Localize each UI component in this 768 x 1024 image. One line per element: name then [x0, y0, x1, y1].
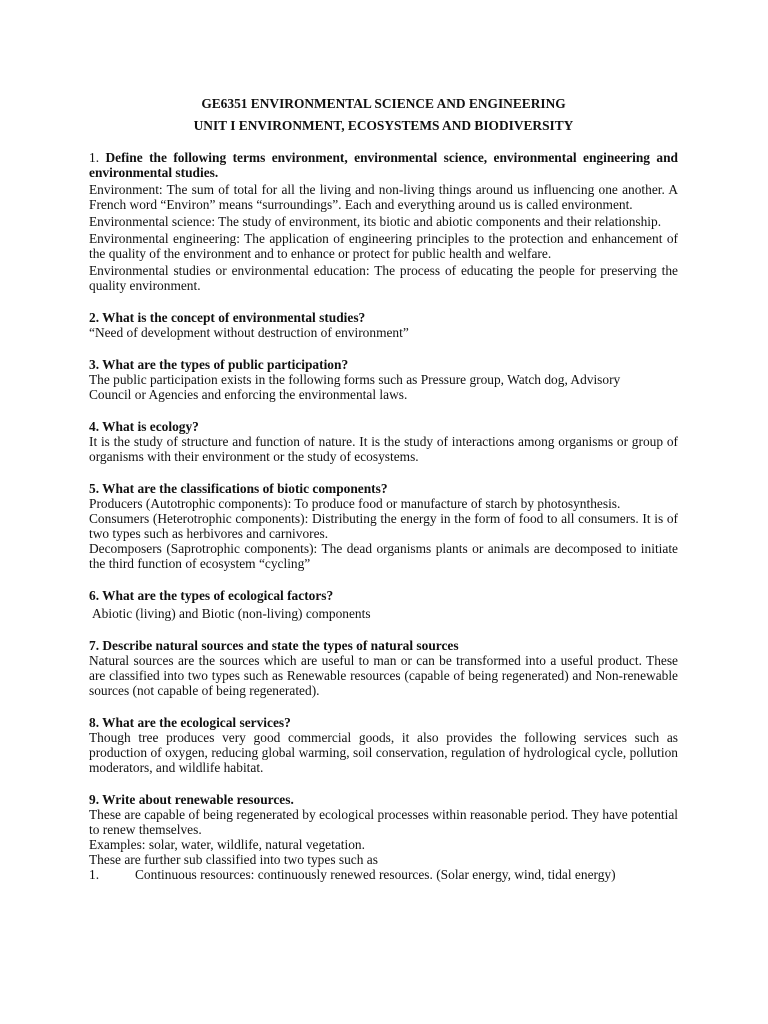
question-3-title: 3. What are the types of public participation? — [89, 357, 349, 372]
question-7-title: 7. Describe natural sources and state the types of natural sources — [89, 638, 459, 653]
answer-paragraph: Examples: solar, water, wildlife, natural vegetation. — [89, 837, 365, 852]
question-1-number: 1. — [89, 150, 100, 165]
question-4 — [89, 419, 678, 464]
list-item-number: 1. — [89, 867, 100, 882]
answer-paragraph: Consumers (Heterotrophic components): Distributing the energy in the form of food to all consumers. It is of two types such as herbivores and carnivores. — [89, 511, 678, 541]
answer-paragraph: Though tree produces very good commercial goods, it also provides the following services such as production of oxygen, reducing global warming, soil conservation, regulation of hydrological cycle, pollution moderators, and wildlife habitat. — [89, 730, 678, 775]
question-1-heading — [89, 150, 678, 180]
answer-paragraph: Decomposers (Saprotrophic components): The dead organisms plants or animals are decomposed to initiate the third function of ecosystem “cycling” — [89, 541, 678, 571]
unit-title: UNIT I ENVIRONMENT, ECOSYSTEMS AND BIODIVERSITY — [193, 118, 574, 133]
question-6 — [89, 588, 678, 621]
question-9-title: 9. Write about renewable resources. — [89, 792, 294, 807]
question-4-title: 4. What is ecology? — [89, 419, 199, 434]
answer-paragraph: The public participation exists in the following forms such as Pressure group, Watch dog, Advisory Council or Agencies and enforcing the environmental laws. — [89, 372, 621, 402]
question-1 — [89, 150, 678, 293]
question-6-title: 6. What are the types of ecological factors? — [89, 588, 334, 603]
question-8-title: 8. What are the ecological services? — [89, 715, 291, 730]
answer-paragraph: Natural sources are the sources which are useful to man or can be transformed into a useful product. These are classified into two types such as Renewable resources (capable of being regenerated) and Non-renewable sources (not capable of being regenerated). — [89, 653, 678, 698]
question-5-title: 5. What are the classifications of biotic components? — [89, 481, 388, 496]
question-2-title: 2. What is the concept of environmental studies? — [89, 310, 366, 325]
question-7 — [89, 638, 678, 698]
question-2 — [89, 310, 678, 340]
question-8 — [89, 715, 678, 775]
question-5 — [89, 481, 678, 571]
answer-paragraph: Producers (Autotrophic components): To produce food or manufacture of starch by photosynthesis. — [89, 496, 621, 511]
list-item-text: Continuous resources: continuously renewed resources. (Solar energy, wind, tidal energy) — [135, 867, 616, 882]
course-title: GE6351 ENVIRONMENTAL SCIENCE AND ENGINEERING — [201, 96, 566, 111]
question-9 — [89, 792, 678, 882]
answer-paragraph: Environmental engineering: The application of engineering principles to the protection and enhancement of the quality of the environment and to enhance or protect for public health and welfare. — [89, 231, 678, 261]
question-3 — [89, 357, 678, 402]
list-item — [89, 867, 678, 882]
answer-paragraph: It is the study of structure and function of nature. It is the study of interactions among organisms or group of organisms with their environment or the study of ecosystems. — [89, 434, 678, 464]
document-content — [89, 96, 678, 882]
answer-paragraph: Abiotic (living) and Biotic (non-living) components — [92, 606, 371, 621]
answer-paragraph: Environmental science: The study of environment, its biotic and abiotic components and their relationship. — [89, 214, 662, 229]
answer-paragraph: These are further sub classified into two types such as — [89, 852, 378, 867]
answer-paragraph: Environment: The sum of total for all the living and non-living things around us influencing one another. A French word “Environ” means “surroundings”. Each and everything around us is called environment. — [89, 182, 678, 212]
answer-paragraph: Environmental studies or environmental education: The process of educating the people for preserving the quality environment. — [89, 263, 678, 293]
answer-paragraph: These are capable of being regenerated by ecological processes within reasonable period. They have potential to renew themselves. — [89, 807, 678, 837]
question-1-title: Define the following terms environment, environmental science, environmental engineering and environmental studies. — [89, 150, 678, 180]
answer-paragraph: “Need of development without destruction of environment” — [89, 325, 409, 340]
